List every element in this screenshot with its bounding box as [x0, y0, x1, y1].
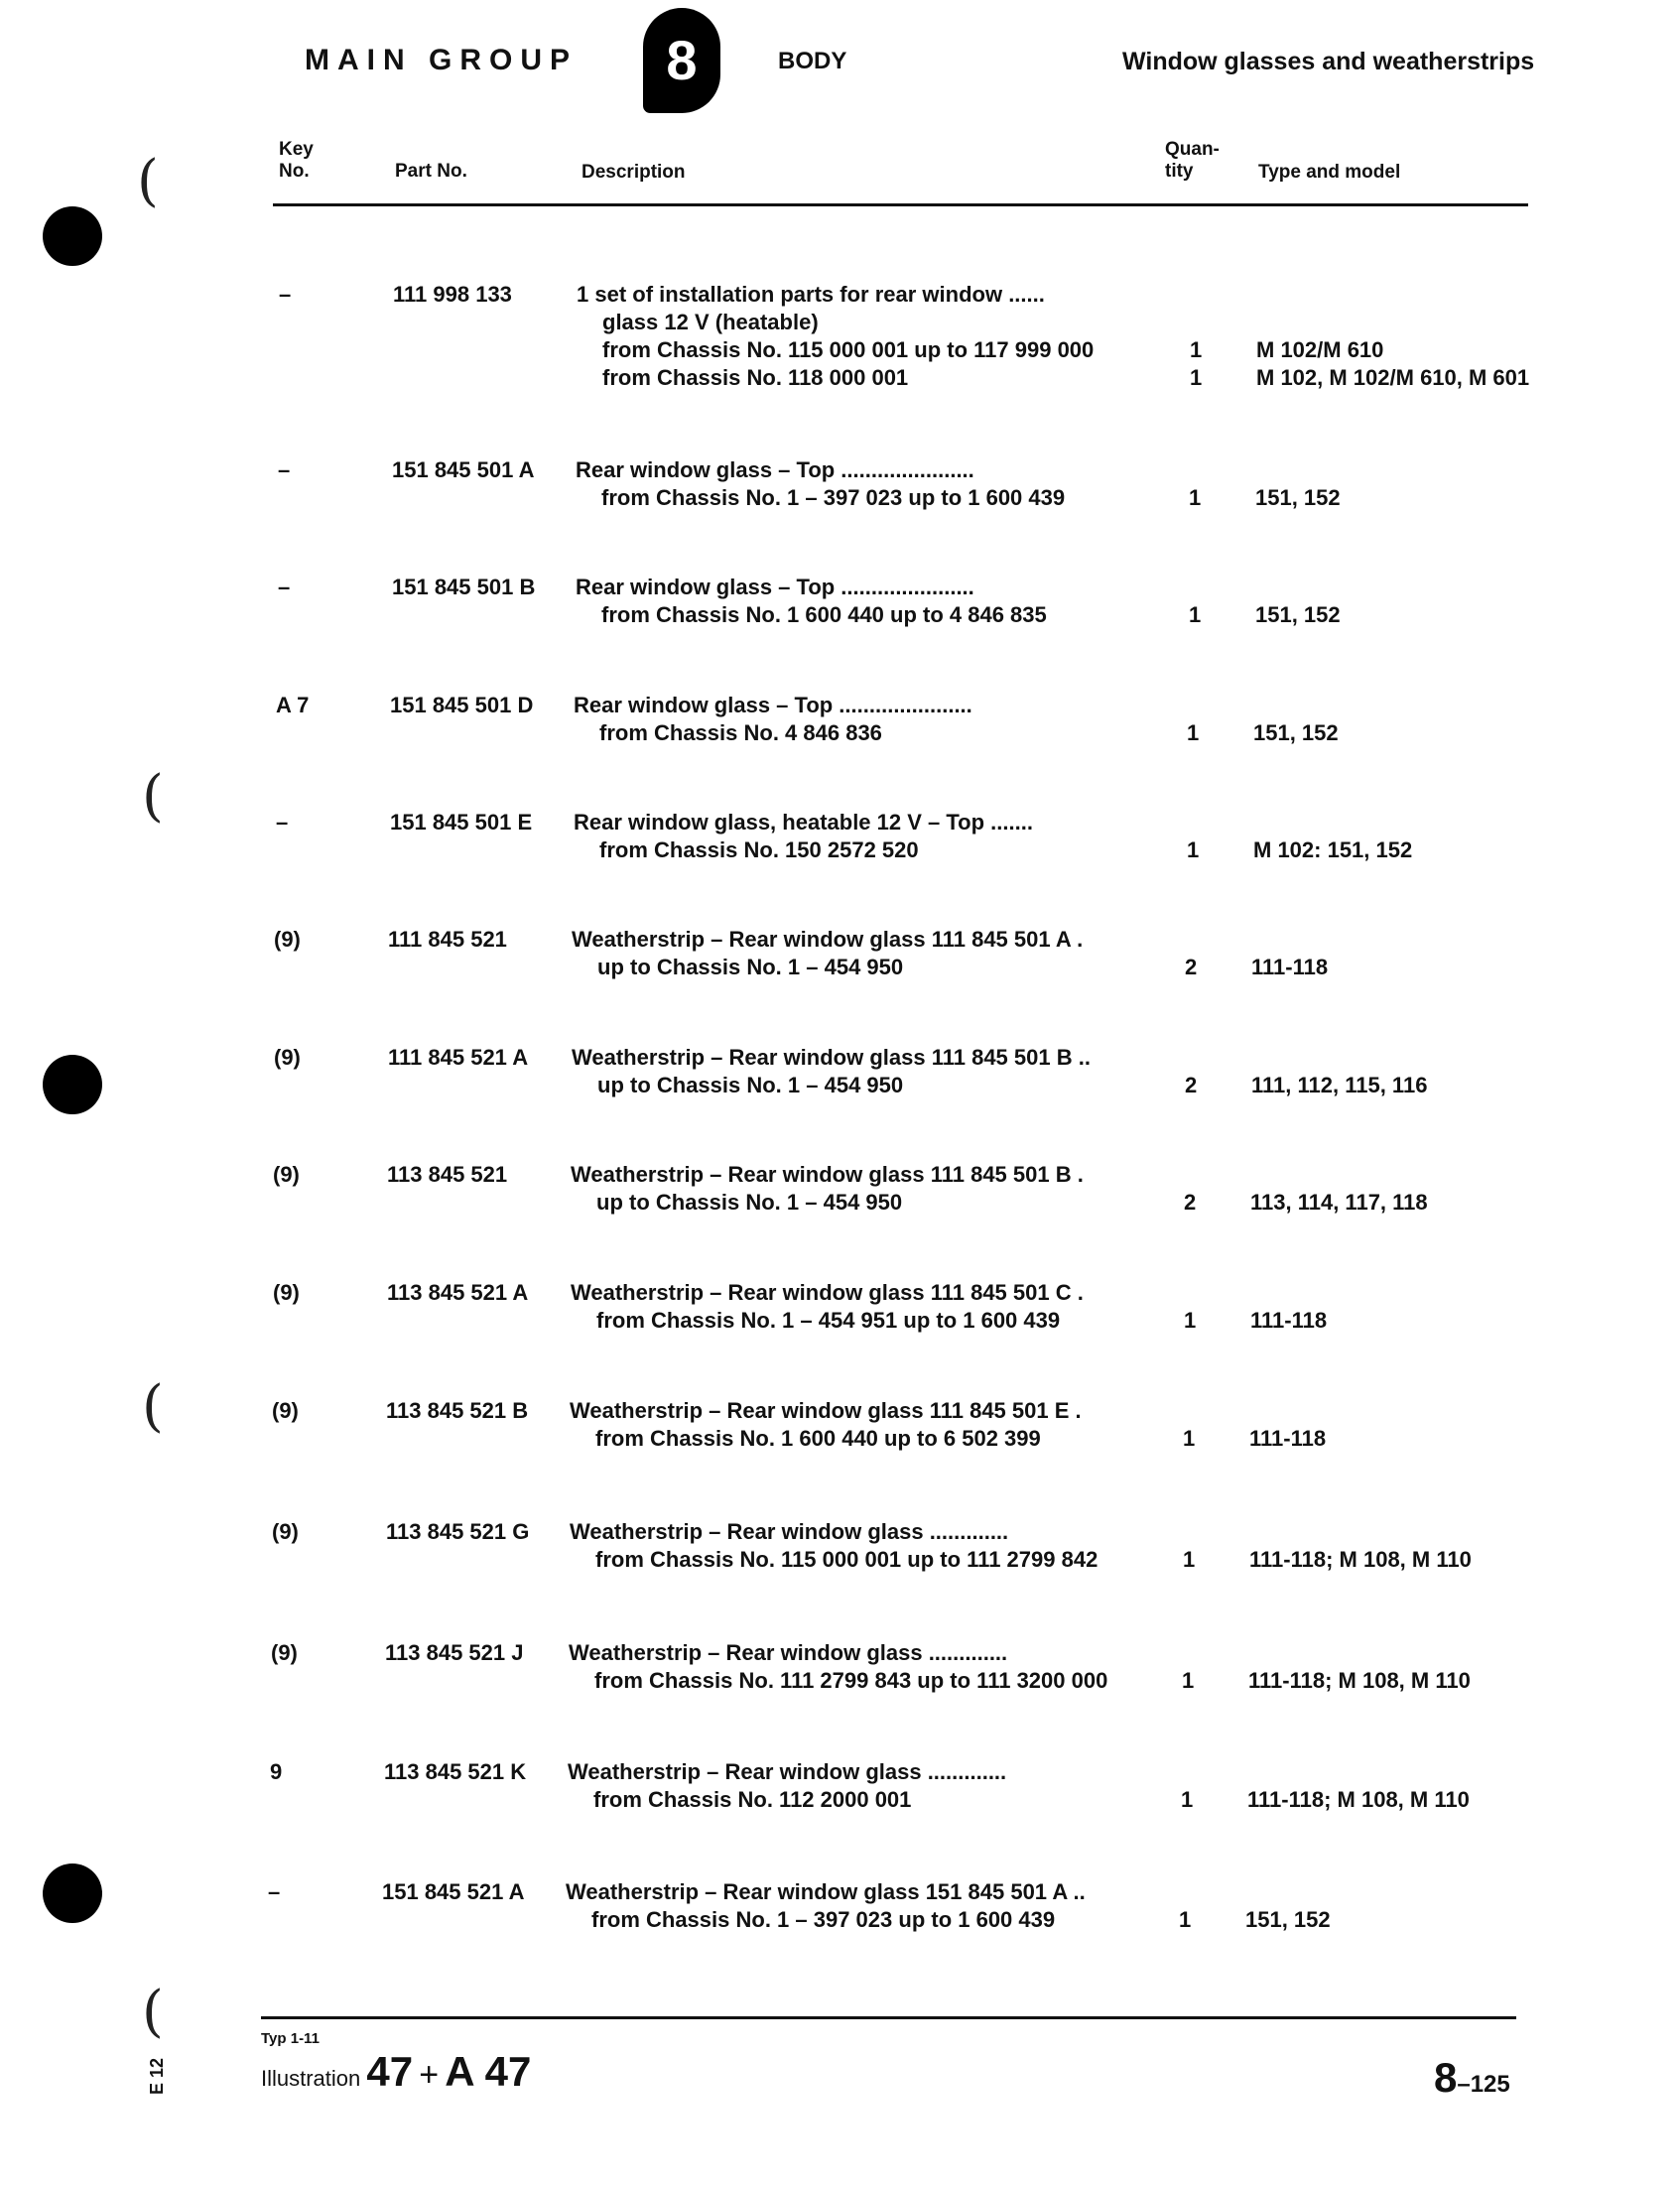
illustration-number-1: 47 [366, 2048, 414, 2095]
part-no: 151 845 521 A [382, 1879, 525, 1904]
punch-hole-2 [43, 1055, 102, 1114]
part-no: 151 845 501 E [390, 810, 533, 835]
quantity [1189, 456, 1228, 512]
description-line: Weatherstrip – Rear window glass 111 845 501 E . [570, 1398, 1082, 1423]
column-header-type-model: Type and model [1258, 162, 1401, 183]
quantity-value: 1 [1187, 720, 1200, 745]
description-line: Weatherstrip – Rear window glass 111 845 501 A . [572, 927, 1084, 952]
type-model-value [1249, 1397, 1577, 1425]
group-number-badge: 8 [643, 8, 720, 113]
type-model-value [1251, 926, 1579, 954]
type-model-value: M 102: 151, 152 [1253, 837, 1413, 862]
section-title: BODY [778, 48, 847, 74]
description-line: from Chassis No. 1 – 454 951 up to 1 600 439 [596, 1308, 1061, 1333]
description [574, 809, 1179, 864]
type-model-value: 111-118 [1250, 1308, 1328, 1333]
description [566, 1878, 1171, 1934]
key-no: (9) [271, 1640, 298, 1665]
quantity [1185, 1044, 1225, 1099]
type-model-value: 113, 114, 117, 118 [1250, 1190, 1428, 1215]
margin-mark: ( [142, 1980, 164, 2044]
margin-mark: ( [142, 1374, 164, 1439]
quantity [1182, 1639, 1222, 1695]
description-line: from Chassis No. 1 600 440 up to 6 502 399 [595, 1426, 1041, 1451]
type-model-value: 111-118; M 108, M 110 [1248, 1668, 1471, 1693]
table-row [278, 456, 1588, 512]
type-model-value [1255, 574, 1583, 601]
description [571, 1279, 1176, 1335]
quantity-value: 1 [1184, 1308, 1197, 1333]
table-row [276, 692, 1586, 747]
quantity [1184, 1161, 1224, 1217]
type-model-value: 111-118; M 108, M 110 [1247, 1787, 1470, 1812]
quantity-value: 1 [1190, 365, 1203, 390]
table-row [276, 809, 1586, 864]
description-line: Rear window glass – Top ...................... [576, 575, 974, 599]
table-row [268, 1878, 1578, 1934]
quantity-value [1184, 1279, 1224, 1307]
key-no: – [279, 282, 292, 307]
quantity [1185, 926, 1225, 981]
page-number [1434, 2054, 1510, 2102]
type-model [1245, 1878, 1573, 1934]
quantity-value: 1 [1183, 1426, 1196, 1451]
description [572, 1044, 1177, 1099]
type-model-value [1247, 1758, 1575, 1786]
quantity-value: 1 [1189, 602, 1202, 627]
subsection-title: Window glasses and weatherstrips [1122, 48, 1535, 75]
key-no: A 7 [276, 693, 310, 717]
description-line: from Chassis No. 118 000 001 [602, 365, 909, 390]
description-line: from Chassis No. 1 – 397 023 up to 1 600 439 [601, 485, 1066, 510]
type-model [1247, 1758, 1575, 1814]
description [568, 1758, 1173, 1814]
type-model-value [1250, 1279, 1578, 1307]
table-row [272, 1397, 1582, 1453]
quantity [1190, 281, 1229, 392]
description-line: Weatherstrip – Rear window glass ............. [569, 1640, 1008, 1665]
type-model-value [1251, 1044, 1579, 1072]
table-row [271, 1639, 1581, 1695]
key-no: – [278, 575, 291, 599]
illustration-label: Illustration [261, 2066, 361, 2091]
description-line: Weatherstrip – Rear window glass 111 845 501 B .. [572, 1045, 1091, 1070]
type-model-value: 111-118 [1249, 1426, 1327, 1451]
key-no: – [278, 457, 291, 482]
type-model [1253, 809, 1581, 864]
description-line: glass 12 V (heatable) [602, 310, 819, 334]
quantity-value [1190, 309, 1229, 336]
quantity [1181, 1758, 1221, 1814]
table-row [273, 1279, 1583, 1335]
quantity-value [1184, 1161, 1224, 1189]
table-row [274, 926, 1584, 981]
table-row [270, 1758, 1580, 1814]
type-model-value [1249, 1518, 1577, 1546]
type-model-value: 111-118; M 108, M 110 [1249, 1547, 1472, 1572]
description [577, 281, 1182, 392]
part-no: 151 845 501 A [392, 457, 535, 482]
description-line: Rear window glass – Top ...................... [574, 693, 972, 717]
table-row [272, 1518, 1582, 1574]
punch-hole-3 [43, 1864, 102, 1923]
description-line: Weatherstrip – Rear window glass 111 845 501 C . [571, 1280, 1084, 1305]
table-row [279, 281, 1589, 392]
type-model-value: 111, 112, 115, 116 [1251, 1073, 1428, 1097]
type-model-value [1248, 1639, 1576, 1667]
quantity-value [1183, 1397, 1223, 1425]
key-no: 9 [270, 1759, 283, 1784]
description-line: from Chassis No. 115 000 001 up to 117 999 000 [602, 337, 1095, 362]
quantity-value: 1 [1190, 337, 1203, 362]
description [570, 1518, 1175, 1574]
quantity-value [1187, 692, 1227, 719]
description-line: from Chassis No. 150 2572 520 [599, 837, 919, 862]
table-row [273, 1161, 1583, 1217]
description [570, 1397, 1175, 1453]
part-no: 111 845 521 A [388, 1045, 529, 1070]
quantity [1187, 809, 1227, 864]
quantity-value: 1 [1183, 1547, 1196, 1572]
footer-rule [261, 2016, 1516, 2019]
key-no: – [268, 1879, 281, 1904]
type-model-value: 151, 152 [1245, 1907, 1331, 1932]
quantity-value [1179, 1878, 1219, 1906]
header-rule [273, 203, 1528, 206]
type-model-value: 151, 152 [1255, 602, 1341, 627]
type-model [1249, 1518, 1577, 1574]
quantity-value: 1 [1189, 485, 1202, 510]
illustration-plus: + [419, 2056, 440, 2094]
quantity-value: 1 [1182, 1668, 1195, 1693]
type-model-value [1245, 1878, 1573, 1906]
type-model-value: M 102, M 102/M 610, M 601 [1256, 365, 1530, 390]
type-model-value [1255, 456, 1583, 484]
illustration-number-2: A 47 [445, 2048, 532, 2095]
type-model-value [1253, 692, 1581, 719]
description-line: from Chassis No. 112 2000 001 [593, 1787, 912, 1812]
description-line: Weatherstrip – Rear window glass 111 845 501 B . [571, 1162, 1084, 1187]
quantity-value [1189, 456, 1228, 484]
description [576, 574, 1181, 629]
description-line: up to Chassis No. 1 – 454 950 [597, 1073, 904, 1097]
part-no: 113 845 521 J [385, 1640, 524, 1665]
part-no: 151 845 501 D [390, 693, 534, 717]
footer-typ: Typ 1-11 [261, 2030, 320, 2047]
punch-hole-1 [43, 206, 102, 266]
quantity [1179, 1878, 1219, 1934]
description-line: from Chassis No. 4 846 836 [599, 720, 882, 745]
description [569, 1639, 1174, 1695]
description-line: Weatherstrip – Rear window glass ............. [568, 1759, 1007, 1784]
margin-mark: ( [137, 149, 159, 213]
type-model-value [1256, 309, 1584, 336]
description-line: Rear window glass, heatable 12 V – Top ....... [574, 810, 1033, 835]
type-model-value [1253, 809, 1581, 836]
quantity [1189, 574, 1228, 629]
quantity [1187, 692, 1227, 747]
description-line: from Chassis No. 115 000 001 up to 111 2799 842 [595, 1547, 1098, 1572]
type-model [1250, 1161, 1578, 1217]
column-header-quantity: Quan- tity [1165, 139, 1220, 182]
description-line: Weatherstrip – Rear window glass 151 845 501 A .. [566, 1879, 1086, 1904]
column-header-key-no: Key No. [279, 139, 314, 182]
key-no: (9) [272, 1398, 299, 1423]
key-no: (9) [273, 1280, 300, 1305]
quantity [1183, 1518, 1223, 1574]
quantity-value: 1 [1181, 1787, 1194, 1812]
key-no: (9) [273, 1162, 300, 1187]
part-no: 151 845 501 B [392, 575, 536, 599]
part-no: 111 845 521 [388, 927, 507, 952]
type-model [1250, 1279, 1578, 1335]
table-row [278, 574, 1588, 629]
description-line: Weatherstrip – Rear window glass ............. [570, 1519, 1009, 1544]
quantity-value [1190, 281, 1229, 309]
part-no: 111 998 133 [393, 282, 512, 307]
type-model-value: 111-118 [1251, 955, 1329, 979]
description-line: up to Chassis No. 1 – 454 950 [596, 1190, 903, 1215]
type-model [1251, 926, 1579, 981]
quantity-value [1181, 1758, 1221, 1786]
key-no: – [276, 810, 289, 835]
quantity-value [1189, 574, 1228, 601]
part-no: 113 845 521 B [386, 1398, 529, 1423]
description-line: from Chassis No. 111 2799 843 up to 111 3200 000 [594, 1668, 1108, 1693]
key-no: (9) [274, 1045, 301, 1070]
part-no: 113 845 521 G [386, 1519, 530, 1544]
key-no: (9) [272, 1519, 299, 1544]
description [571, 1161, 1176, 1217]
type-model [1253, 692, 1581, 747]
part-no: 113 845 521 [387, 1162, 508, 1187]
type-model [1249, 1397, 1577, 1453]
main-group-label: MAIN GROUP [305, 44, 578, 76]
description [572, 926, 1177, 981]
quantity-value [1183, 1518, 1223, 1546]
description-line: up to Chassis No. 1 – 454 950 [597, 955, 904, 979]
quantity-value: 1 [1187, 837, 1200, 862]
part-no: 113 845 521 K [384, 1759, 527, 1784]
type-model-value: M 102/M 610 [1256, 337, 1384, 362]
quantity-value [1185, 926, 1225, 954]
description-line: from Chassis No. 1 600 440 up to 4 846 835 [601, 602, 1047, 627]
type-model-value: 151, 152 [1255, 485, 1341, 510]
type-model [1248, 1639, 1576, 1695]
quantity-value: 2 [1184, 1190, 1197, 1215]
type-model-value: 151, 152 [1253, 720, 1339, 745]
description [576, 456, 1181, 512]
type-model [1255, 574, 1583, 629]
edge-code: E 12 [147, 2057, 168, 2096]
page-number-main: 8 [1434, 2054, 1458, 2101]
quantity [1183, 1397, 1223, 1453]
quantity-value [1185, 1044, 1225, 1072]
margin-mark: ( [142, 764, 164, 829]
description-line: Rear window glass – Top ...................... [576, 457, 974, 482]
quantity-value: 2 [1185, 955, 1198, 979]
part-no: 113 845 521 A [387, 1280, 529, 1305]
column-header-description: Description [582, 162, 686, 183]
column-header-part-no: Part No. [395, 161, 467, 182]
type-model [1255, 456, 1583, 512]
type-model-value [1256, 281, 1584, 309]
type-model [1251, 1044, 1579, 1099]
description-line: from Chassis No. 1 – 397 023 up to 1 600 439 [591, 1907, 1056, 1932]
quantity [1184, 1279, 1224, 1335]
description [574, 692, 1179, 747]
page-number-sub: –125 [1457, 2071, 1510, 2098]
footer-illustration [261, 2048, 531, 2096]
quantity-value [1182, 1639, 1222, 1667]
quantity-value [1187, 809, 1227, 836]
type-model-value [1250, 1161, 1578, 1189]
quantity-value: 1 [1179, 1907, 1192, 1932]
quantity-value: 2 [1185, 1073, 1198, 1097]
description-line: 1 set of installation parts for rear window ...... [577, 282, 1045, 307]
key-no: (9) [274, 927, 301, 952]
type-model [1256, 281, 1584, 392]
table-row [274, 1044, 1584, 1099]
